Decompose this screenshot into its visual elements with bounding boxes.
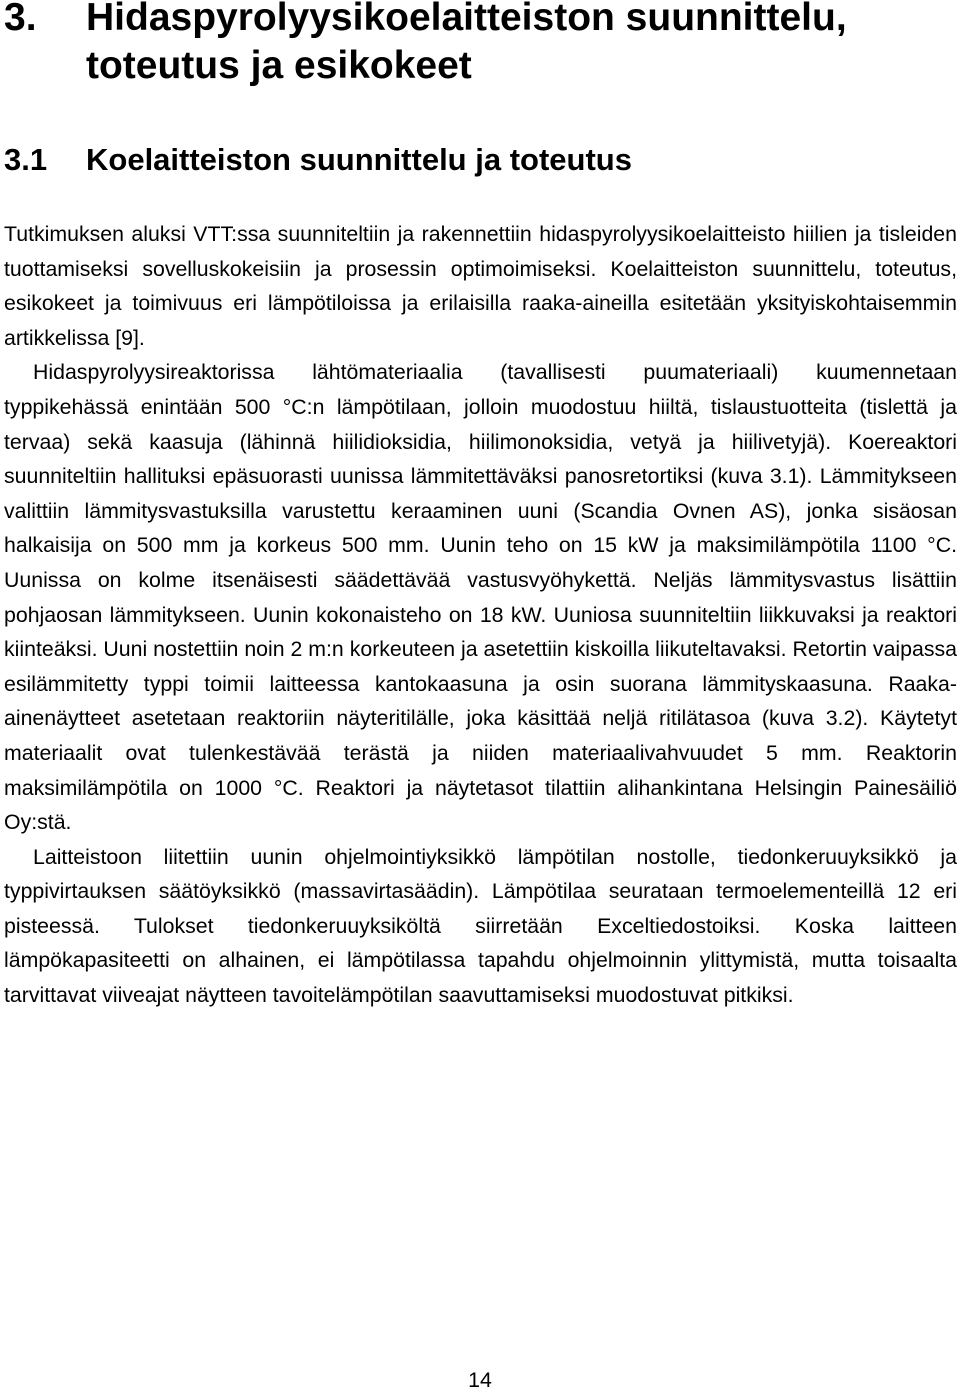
section-title: Koelaitteiston suunnittelu ja toteutus xyxy=(86,142,632,177)
page-number: 14 xyxy=(468,1368,492,1392)
chapter-heading xyxy=(4,0,954,90)
section-heading xyxy=(4,140,954,180)
body-text xyxy=(4,217,957,1013)
paragraph-intro: Tutkimuksen aluksi VTT:ssa suunniteltiin ja rakennettiin hidaspyrolyysikoelaitteisto hiilien ja tisleiden tuottamiseksi sovelluskokeisiin ja prosessin optimoimiseksi. Koelaitteiston suunnittelu, toteutus, esikokeet ja toimivuus eri lämpötiloissa ja erilaisilla raaka-aineilla esitetään yksityiskohtaisemmin artikkelissa [9]. xyxy=(4,222,957,350)
paragraph-reactor: Hidaspyrolyysireaktorissa lähtömateriaalia (tavallisesti puumateriaali) kuumennetaan typpikehässä enintään 500 °C:n lämpötilaan, jolloin muodostuu hiiltä, tislaustuotteita (tislettä ja tervaa) sekä kaasuja (lähinnä hiilidioksidia, hiilimonoksidia, vetyä ja hiilivetyjä). Koereaktori suunniteltiin hallituksi epäsuorasti uunissa lämmitettäväksi panosretortiksi (kuva 3.1). Lämmitykseen valittiin lämmitysvastuksilla varustettu keraaminen uuni (Scandia Ovnen AS), jonka sisäosan halkaisija on 500 mm ja korkeus 500 mm. Uunin teho on 15 kW ja maksimilämpötila 1100 °C. Uunissa on kolme itsenäisesti säädettävää vastusvyöhykettä. Neljäs lämmitysvastus lisättiin pohjaosan lämmitykseen. Uunin kokonaisteho on 18 kW. Uuniosa suunniteltiin liikkuvaksi ja reaktori kiinteäksi. Uuni nostettiin noin 2 m:n korkeuteen ja asetettiin kiskoilla liikuteltavaksi. Retortin vaipassa esilämmitetty typpi toimii laitteessa kantokaasuna ja osin suorana lämmityskaasuna. Raaka-ainenäytteet asetetaan reaktoriin näyteritilälle, joka käsittää neljä ritilätasoa (kuva 3.2). Käytetyt materiaalit ovat tulenkestävää terästä ja niiden materiaalivahvuudet 5 mm. Reaktorin maksimilämpötila on 1000 °C. Reaktori ja näytetasot tilattiin alihankintana Helsingin Painesäiliö Oy:stä. xyxy=(4,360,957,835)
section-number: 3.1 xyxy=(4,142,48,177)
chapter-title: Hidaspyrolyysikoelaitteiston suunnittelu, toteutus ja esikokeet xyxy=(86,0,847,87)
chapter-number: 3. xyxy=(4,0,37,39)
paragraph-instrumentation: Laitteistoon liitettiin uunin ohjelmointiyksikkö lämpötilan nostolle, tiedonkeruuyksikkö ja typpivirtauksen säätöyksikkö (massavirtasäädin). Lämpötilaa seurataan termoelementeillä 12 eri pisteessä. Tulokset tiedonkeruuyksiköltä siirretään Exceltiedostoiksi. Koska laitteen lämpökapasiteetti on alhainen, ei lämpötilassa tapahdu ohjelmoinnin ylittymistä, mutta toisaalta tarvittavat viiveajat näytteen tavoitelämpötilan saavuttamiseksi muodostuvat pitkiksi. xyxy=(4,844,957,1008)
